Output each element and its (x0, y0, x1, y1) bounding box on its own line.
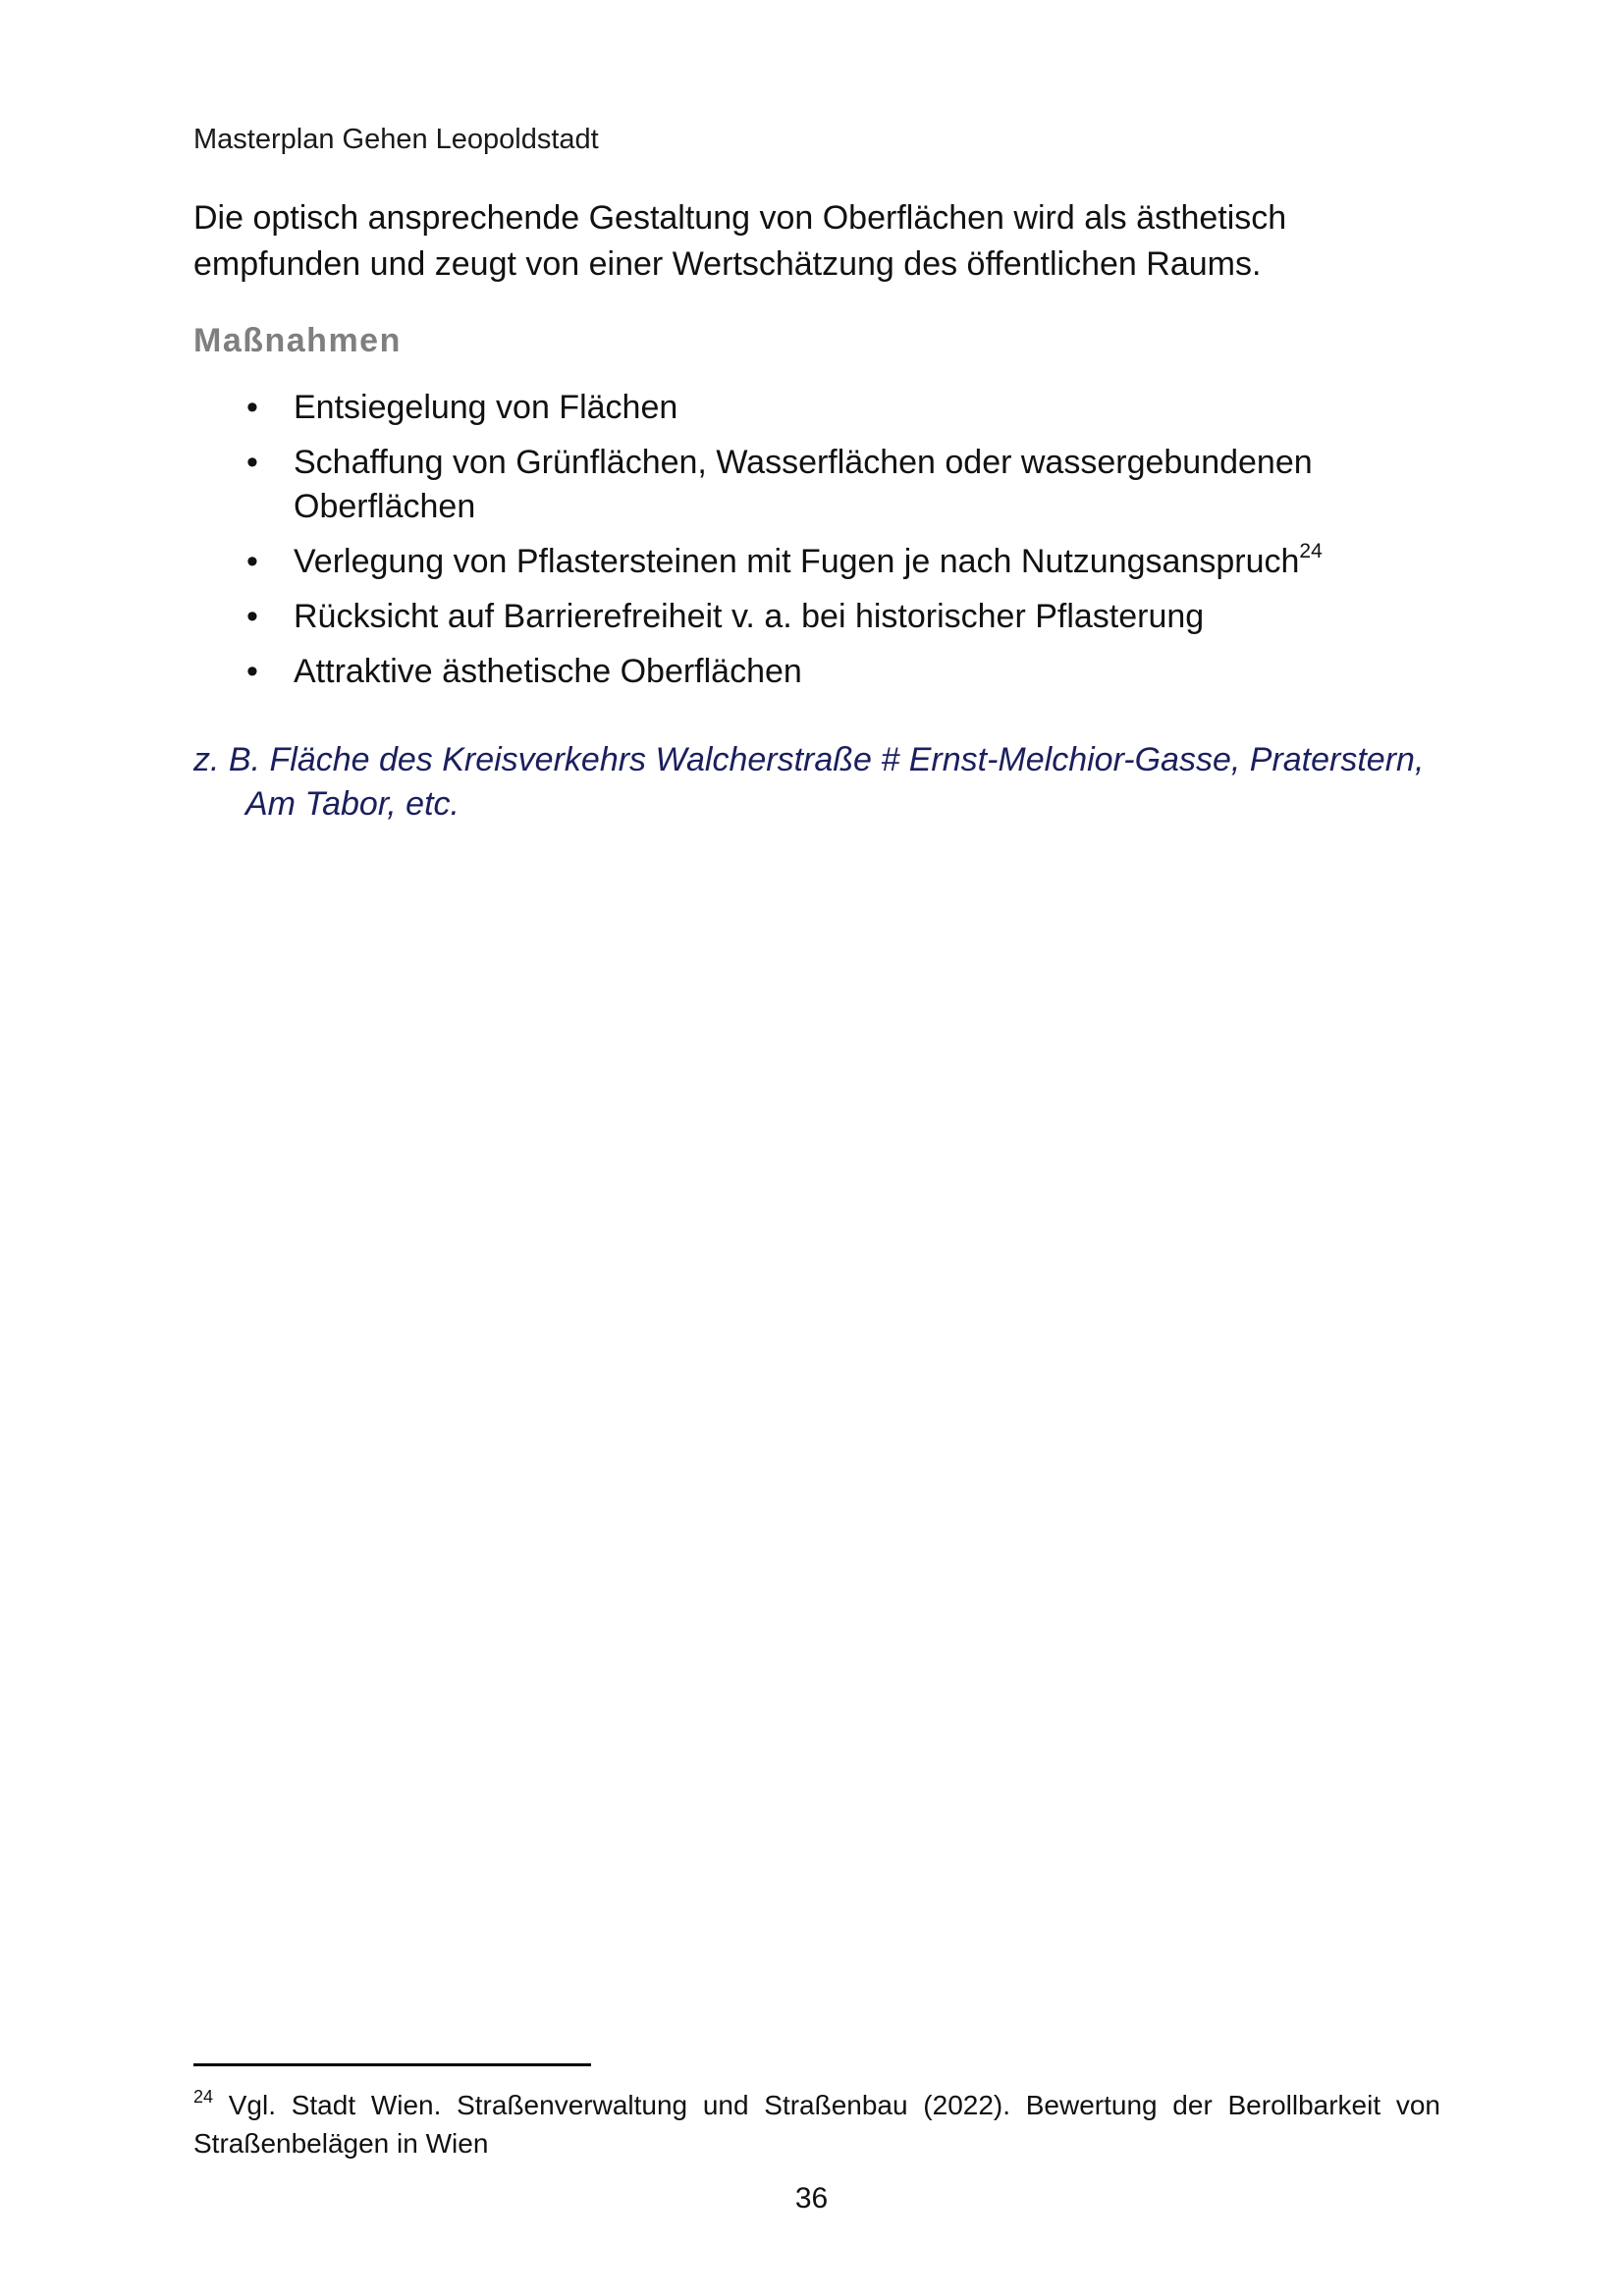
list-item-text: Entsiegelung von Flächen (294, 389, 678, 426)
footnote-text: Vgl. Stadt Wien. Straßenverwaltung und Straßenbau (2022). Bewertung der Berollbarkeit von Straßenbelägen in Wien (193, 2090, 1440, 2159)
list-item-text: Attraktive ästhetische Oberflächen (294, 653, 802, 690)
list-item (193, 540, 1440, 584)
section-heading: Maßnahmen (193, 322, 402, 359)
bullet-icon: • (246, 543, 258, 580)
footnote-divider (193, 2063, 591, 2066)
list-item (193, 595, 1440, 639)
list-item-text: Verlegung von Pflastersteinen mit Fugen je nach Nutzungsanspruch (294, 543, 1300, 580)
running-header: Masterplan Gehen Leopoldstadt (193, 124, 599, 155)
bullet-icon: • (246, 598, 258, 635)
footnote-number: 24 (193, 2087, 214, 2107)
list-item (193, 650, 1440, 694)
bullet-icon: • (246, 444, 258, 481)
measures-list (193, 386, 1440, 705)
list-item (193, 386, 1440, 430)
footnote-reference[interactable]: 24 (1299, 540, 1323, 562)
list-item-text: Schaffung von Grünflächen, Wasserflächen oder wassergebundenen Oberflächen (294, 444, 1313, 525)
list-item-text: Rücksicht auf Barrierefreiheit v. a. bei historischer Pflasterung (294, 598, 1205, 635)
bullet-icon: • (246, 389, 258, 426)
bullet-icon: • (246, 653, 258, 690)
footnote (193, 2086, 1440, 2163)
list-item (193, 441, 1440, 529)
page-number: 36 (794, 2182, 829, 2215)
example-note: z. B. Fläche des Kreisverkehrs Walcherstraße # Ernst-Melchior-Gasse, Praterstern, Am Tabor, etc. (193, 741, 1425, 823)
intro-paragraph: Die optisch ansprechende Gestaltung von Oberflächen wird als ästhetisch empfunden und zeugt von einer Wertschätzung des öffentlichen Raums. (193, 199, 1287, 283)
